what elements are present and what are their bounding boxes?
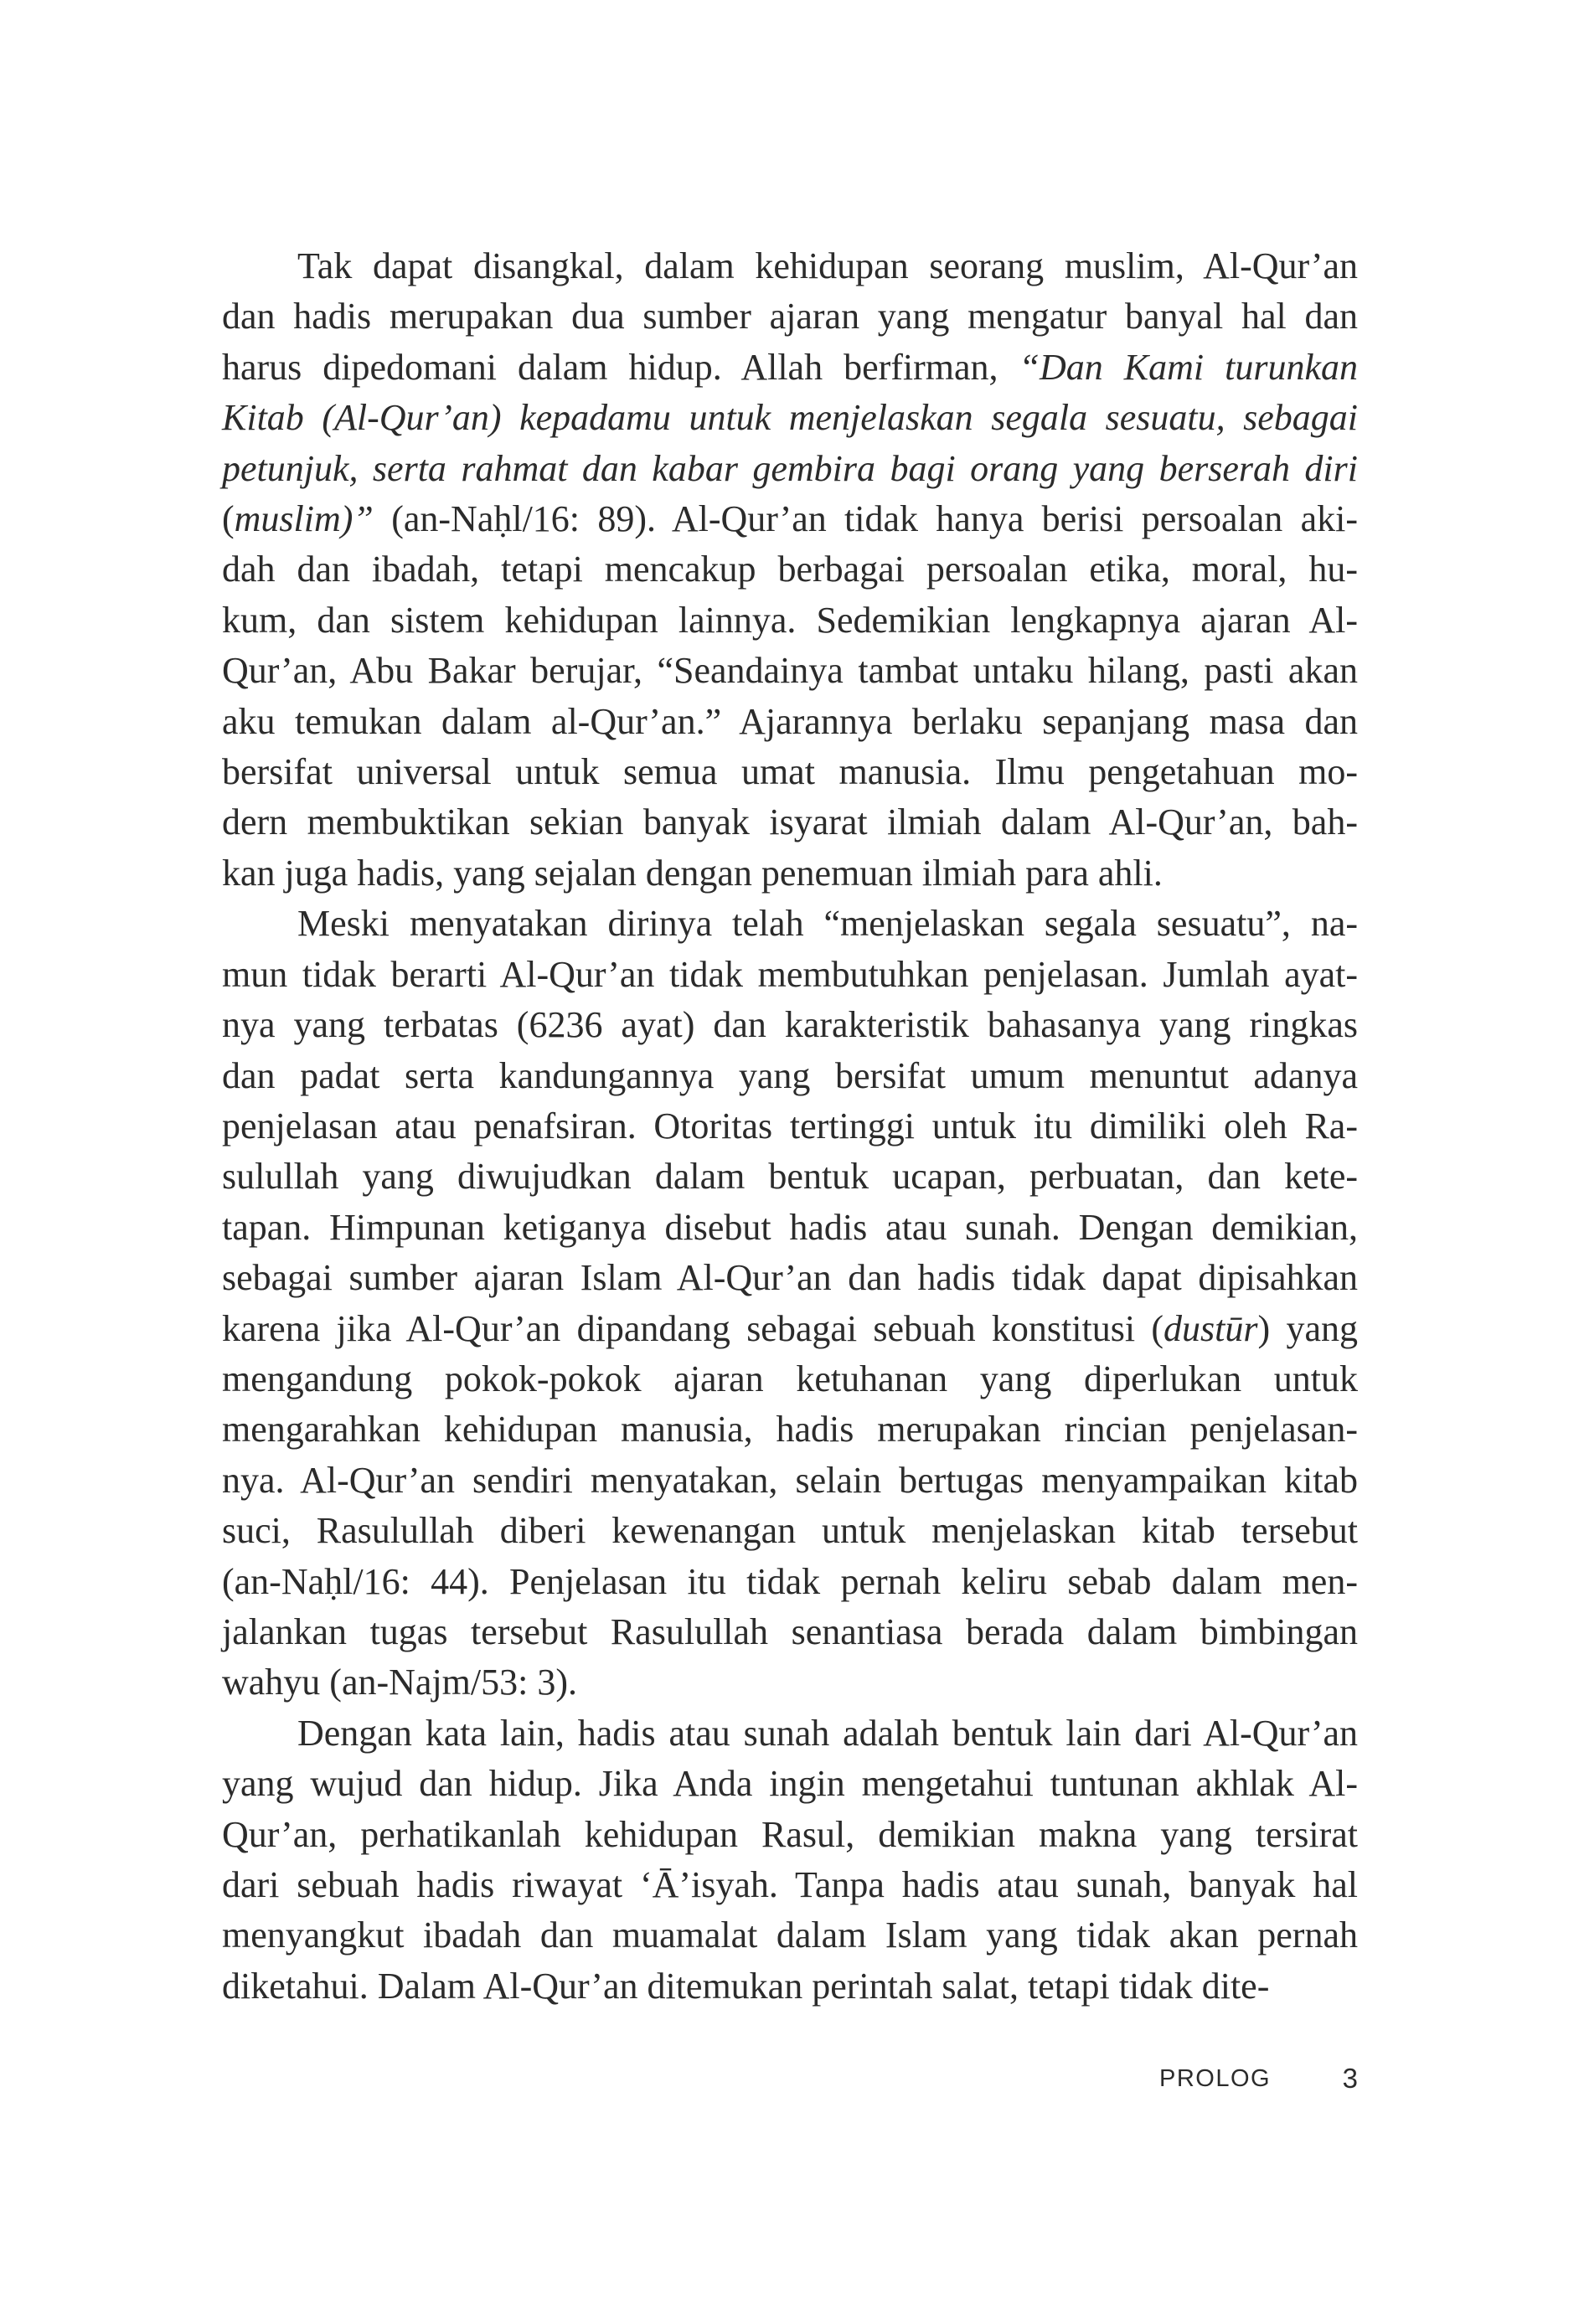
text-segment: mun tidak berarti Al-Qur’an tidak membutuhkan penjelasan. Jumlah ayat- [222, 953, 1358, 995]
text-segment: kum, dan sistem kehidupan lainnya. Sedemikian lengkapnya ajaran Al- [222, 599, 1358, 641]
text-line [222, 1759, 1358, 1809]
text-segment: sebagai sumber ajaran Islam Al-Qur’an dan hadis tidak dapat dipisahkan [222, 1257, 1358, 1299]
text-segment: tapan. Himpunan ketiganya disebut hadis atau sunah. Dengan demikian, [222, 1206, 1358, 1248]
italic-text: petunjuk, serta rahmat dan kabar gembira bagi orang yang berserah diri [222, 447, 1358, 489]
italic-text: Kitab ( [222, 397, 334, 439]
italic-text: “Dan Kami turunkan [1019, 346, 1358, 388]
italic-text: muslim [234, 498, 341, 540]
text-segment: (an-Naḥl/16: 89). Al-Qur’an tidak hanya berisi persoalan aki- [373, 498, 1358, 540]
paragraph [222, 1708, 1358, 2012]
text-segment: aku temukan dalam al-Qur’an.” Ajarannya berlaku sepanjang masa dan [222, 700, 1358, 742]
text-line [222, 646, 1358, 696]
text-segment: dan hadis merupakan dua sumber ajaran yang mengatur banyal hal dan [222, 296, 1358, 338]
italic-text: ) kepadamu untuk menjelaskan segala sesuatu, sebagai [488, 397, 1358, 439]
text-segment: sulullah yang diwujudkan dalam bentuk ucapan, perbuatan, dan kete- [222, 1156, 1358, 1198]
text-line [222, 697, 1358, 747]
paragraph [222, 899, 1358, 1708]
text-segment: bersifat universal untuk semua umat manusia. Ilmu pengetahuan mo- [222, 751, 1358, 793]
text-line [222, 393, 1358, 443]
text-segment: ) yang [1257, 1307, 1358, 1349]
text-segment: harus dipedomani dalam hidup. Allah berfirman, [222, 346, 1019, 388]
text-segment: mengarahkan kehidupan manusia, hadis merupakan rincian penjelasan- [222, 1409, 1358, 1451]
text-line [222, 1354, 1358, 1404]
text-segment: Qur’an, Abu Bakar berujar, “Seandainya tambat untaku hilang, pasti akan [222, 650, 1358, 692]
text-segment: suci, Rasulullah diberi kewenangan untuk menjelaskan kitab tersebut [222, 1510, 1358, 1552]
text-segment: diketahui. Dalam Al-Qur’an ditemukan perintah salat, tetapi tidak dite- [222, 1965, 1270, 2007]
text-segment: nya. Al-Qur’an sendiri menyatakan, selain bertugas menyampaikan kitab [222, 1459, 1358, 1501]
text-line [222, 1810, 1358, 1860]
text-segment: kan juga hadis, yang sejalan dengan penemuan ilmiah para ahli. [222, 852, 1163, 894]
text-segment: wahyu (an-Najm/53: 3). [222, 1662, 577, 1703]
text-segment: yang wujud dan hidup. Jika Anda ingin mengetahui tuntunan akhlak Al- [222, 1763, 1358, 1805]
text-line [222, 1000, 1358, 1050]
paragraph [222, 241, 1358, 899]
text-line [222, 444, 1358, 494]
text-line [222, 1101, 1358, 1152]
text-line [222, 1304, 1358, 1354]
text-line [222, 1657, 1358, 1708]
text-line [222, 1557, 1358, 1607]
text-line [222, 1961, 1358, 2012]
text-segment: penjelasan atau penafsiran. Otoritas tertinggi untuk itu dimiliki oleh Ra- [222, 1105, 1358, 1147]
text-line [222, 291, 1358, 342]
text-segment: dah dan ibadah, tetapi mencakup berbagai persoalan etika, moral, hu- [222, 549, 1358, 590]
text-segment: dan padat serta kandungannya yang bersifat umum menuntut adanya [222, 1054, 1358, 1096]
text-line [222, 899, 1358, 949]
text-line [222, 494, 1358, 544]
text-line [222, 848, 1358, 899]
body-text [222, 241, 1358, 2012]
italic-text: dustūr [1163, 1307, 1258, 1349]
text-line [222, 747, 1358, 797]
text-line [222, 1152, 1358, 1202]
text-line [222, 1253, 1358, 1303]
text-line [222, 1051, 1358, 1101]
text-line [222, 544, 1358, 595]
text-line [222, 1203, 1358, 1253]
text-line [222, 343, 1358, 393]
text-segment: Tak dapat disangkal, dalam kehidupan seorang muslim, Al-Qur’an [297, 245, 1358, 286]
text-segment: Meski menyatakan dirinya telah “menjelaskan segala sesuatu”, na- [297, 903, 1358, 945]
text-segment: jalankan tugas tersebut Rasulullah senantiasa berada dalam bimbingan [222, 1610, 1358, 1652]
italic-text: )” [340, 498, 374, 540]
text-segment: dern membuktikan sekian banyak isyarat ilmiah dalam Al-Qur’an, bah- [222, 801, 1358, 843]
text-line [222, 1910, 1358, 1961]
text-segment: mengandung pokok-pokok ajaran ketuhanan yang diperlukan untuk [222, 1358, 1358, 1399]
text-segment: dari sebuah hadis riwayat ‘Ā’isyah. Tanpa hadis atau sunah, banyak hal [222, 1864, 1358, 1905]
text-segment: Qur’an, perhatikanlah kehidupan Rasul, demikian makna yang tersirat [222, 1813, 1358, 1855]
page-number: 3 [1342, 2063, 1358, 2094]
text-segment: nya yang terbatas (6236 ayat) dan karakteristik bahasanya yang ringkas [222, 1004, 1358, 1046]
text-segment: menyangkut ibadah dan muamalat dalam Islam yang tidak akan pernah [222, 1914, 1358, 1956]
text-line [222, 1404, 1358, 1455]
text-line [222, 241, 1358, 291]
text-segment: karena jika Al-Qur’an dipandang sebagai sebuah konstitusi ( [222, 1307, 1164, 1349]
text-segment: Dengan kata lain, hadis atau sunah adalah bentuk lain dari Al-Qur’an [297, 1712, 1358, 1754]
text-line [222, 1456, 1358, 1506]
text-line [222, 1708, 1358, 1759]
text-segment: ( [222, 498, 235, 540]
text-line [222, 1607, 1358, 1657]
text-line [222, 797, 1358, 848]
text-line [222, 1506, 1358, 1556]
text-line [222, 1860, 1358, 1910]
text-segment: (an-Naḥl/16: 44). Penjelasan itu tidak pernah keliru sebab dalam men- [222, 1560, 1358, 1602]
running-head: PROLOG [1159, 2065, 1272, 2092]
italic-text: Al-Qur’an [333, 397, 489, 439]
text-line [222, 595, 1358, 646]
text-line [222, 950, 1358, 1000]
